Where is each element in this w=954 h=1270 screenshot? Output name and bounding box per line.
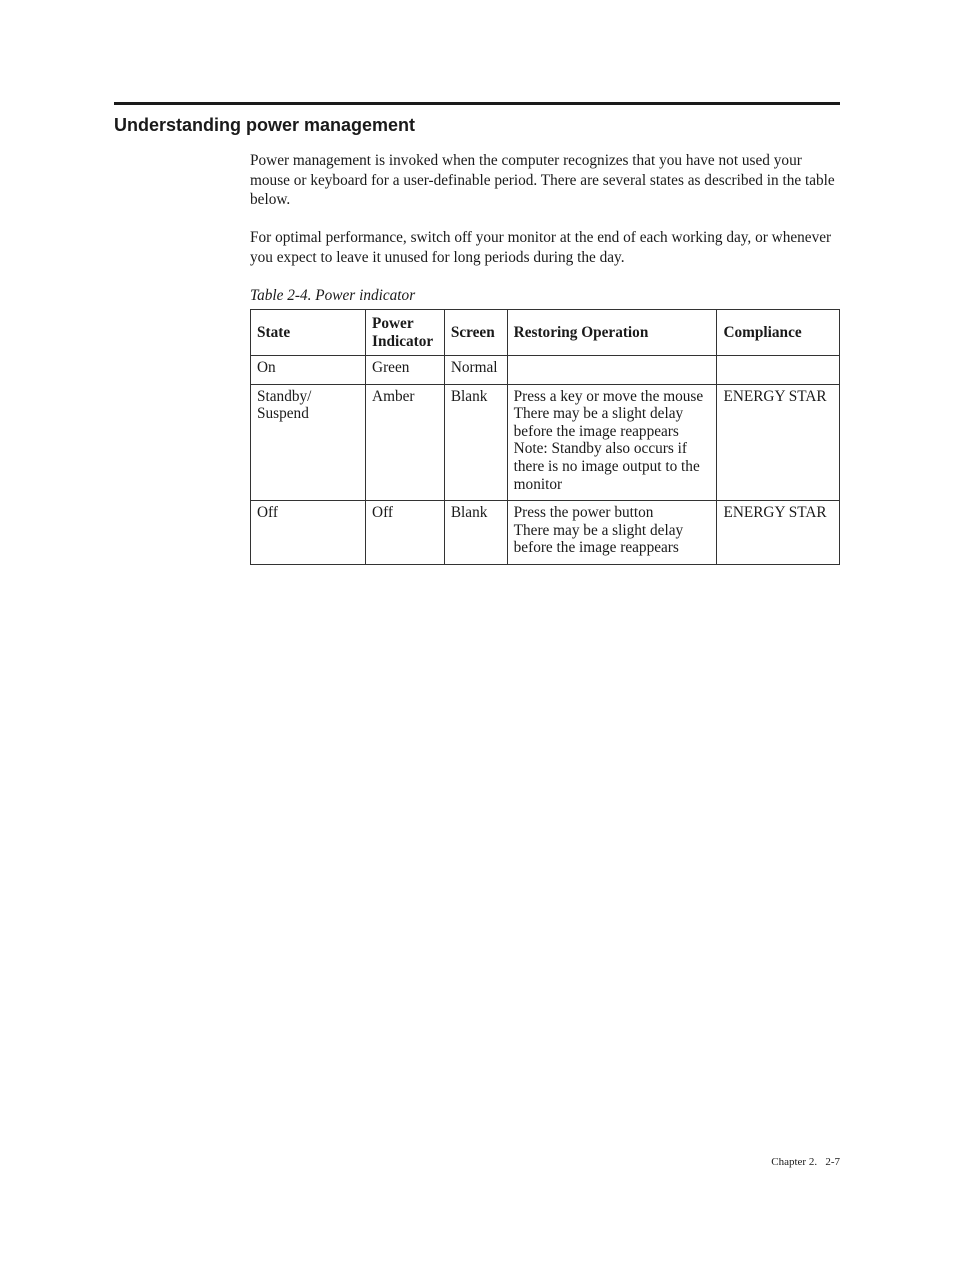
header-screen: Screen — [444, 310, 507, 356]
compliance-cell: ENERGY STAR — [717, 501, 840, 565]
screen-cell: Blank — [444, 384, 507, 501]
section-heading: Understanding power management — [114, 115, 416, 135]
compliance-cell: ENERGY STAR — [717, 384, 840, 501]
section-rule — [114, 102, 840, 105]
recommendation-paragraph: For optimal performance, switch off your monitor at the end of each working day, or whenever you expect to leave it unused for long periods during the day. — [250, 229, 832, 266]
footer-chapter: Chapter 2. — [771, 1156, 818, 1168]
power-indicator-cell: Amber — [366, 384, 445, 501]
table-caption: Table 2-4. Power indicator — [250, 287, 416, 304]
restoring-step: Press the power button — [513, 504, 654, 522]
state-cell: On — [251, 356, 366, 385]
restoring-step: Note: Standby also occurs if there is no image output to the monitor — [513, 440, 700, 493]
table-row — [251, 501, 840, 565]
restoring-operation-cell — [507, 356, 717, 385]
header-power-indicator: Power Indicator — [366, 310, 445, 356]
restoring-step: There may be a slight delay before the image reappears — [513, 405, 684, 440]
intro-paragraph: Power management is invoked when the computer recognizes that you have not used your mouse or keyboard for a user-definable period. There are several states as described in the table below. — [250, 152, 835, 208]
compliance-cell — [717, 356, 840, 385]
restoring-step: There may be a slight delay before the image reappears — [513, 521, 684, 557]
power-indicator-table — [250, 309, 840, 565]
power-indicator-cell: Green — [366, 356, 445, 385]
restoring-operation-cell — [507, 384, 717, 501]
state-cell: Off — [251, 501, 366, 565]
header-state: State — [251, 310, 366, 356]
restoring-step: Press a key or move the mouse — [513, 387, 704, 405]
footer-page-number: 2-7 — [825, 1156, 840, 1168]
screen-cell: Blank — [444, 501, 507, 565]
table-header-row — [251, 310, 840, 356]
table-row — [251, 384, 840, 501]
state-cell: Standby/ Suspend — [251, 384, 366, 501]
restoring-operation-cell — [507, 501, 717, 565]
screen-cell: Normal — [444, 356, 507, 385]
table-row — [251, 356, 840, 385]
page-footer — [771, 1155, 840, 1169]
power-indicator-cell: Off — [366, 501, 445, 565]
header-compliance: Compliance — [717, 310, 840, 356]
header-restoring-operation: Restoring Operation — [507, 310, 717, 356]
